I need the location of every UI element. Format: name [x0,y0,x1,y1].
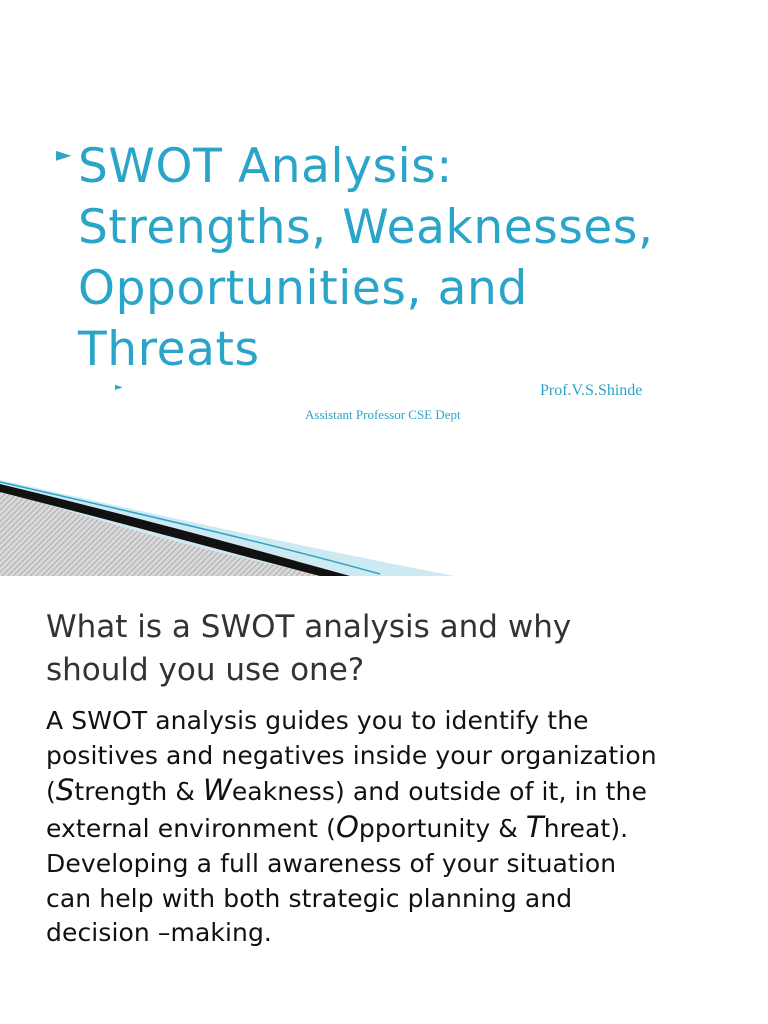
title-line-1: SWOT Analysis: [78,139,453,194]
letter-t: T [525,810,544,845]
slide-heading [46,606,746,692]
body-line-1: A SWOT analysis guides you to identify the [46,706,589,735]
heading-line-1: What is a SWOT analysis and why [46,609,572,645]
content-slide [0,576,768,1024]
letter-s: S [55,773,75,808]
triangle-right-icon: ► [56,142,72,166]
author-name: Prof.V.S.Shinde [540,382,643,399]
body-line-6: can help with both strategic planning and [46,883,573,913]
slide-title [78,136,654,380]
title-block [56,136,736,380]
subtitle-triangle-right-icon: ► [115,382,123,393]
letter-w: W [203,773,232,808]
body-line-3-strength: trength & [74,777,204,807]
author-title: Assistant Professor CSE Dept [305,407,461,422]
slide-body [46,704,758,951]
body-line-5: Developing a full awareness of your situation [46,848,617,878]
body-line-3-rest: eakness) and outside of it, in the [231,777,647,807]
letter-o: O [335,810,359,845]
body-line-4-start: external environment ( [46,814,336,844]
title-line-2: Strengths, Weaknesses, [78,200,654,255]
heading-line-2: should you use one? [46,652,365,688]
body-line-4-end: hreat). [543,814,629,844]
title-line-3: Opportunities, and [78,261,528,316]
body-line-7: decision –making. [46,918,272,948]
body-line-2: positives and negatives inside your organization [46,740,657,770]
body-line-4-opportunity: pportunity & [358,814,526,844]
decorative-swoosh [0,470,768,576]
body-line-3-open: ( [46,777,56,807]
title-line-4: Threats [78,322,260,377]
